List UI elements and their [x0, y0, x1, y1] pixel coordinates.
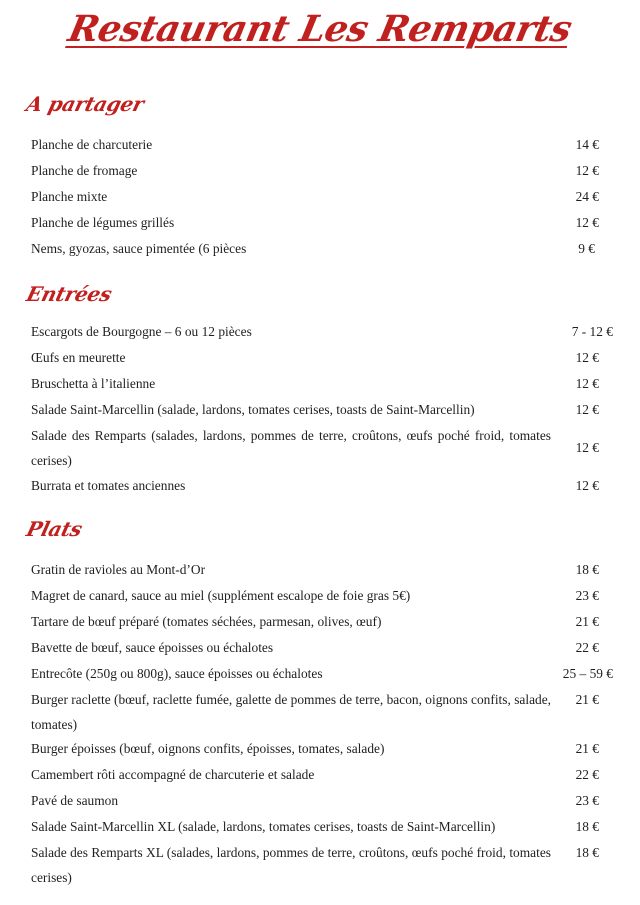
- item-price: 9 €: [578, 241, 595, 256]
- item-name: Entrecôte (250g ou 800g), sauce époisses ou échalotes: [31, 666, 323, 681]
- item-name: Burrata et tomates anciennes: [31, 478, 186, 493]
- item-name: Salade Saint-Marcellin (salade, lardons, tomates cerises, toasts de Saint-Marcellin): [31, 402, 475, 417]
- menu-item: [31, 397, 613, 422]
- item-price: 22 €: [575, 640, 599, 655]
- item-name: Gratin de ravioles au Mont-d’Or: [31, 562, 206, 577]
- menu-item: [31, 319, 613, 344]
- item-price: 22 €: [575, 767, 599, 782]
- item-name: Bruschetta à l’italienne: [31, 376, 156, 391]
- item-name: Salade Saint-Marcellin XL (salade, lardons, tomates cerises, toasts de Saint-Marcellin): [31, 819, 496, 834]
- item-name: Camembert rôti accompagné de charcuterie et salade: [31, 767, 315, 782]
- item-price: 14 €: [575, 137, 599, 152]
- item-price: 12 €: [575, 215, 599, 230]
- item-price: 23 €: [575, 793, 599, 808]
- item-price: 21 €: [575, 741, 599, 756]
- item-price: 21 €: [575, 692, 599, 707]
- item-name: Burger raclette (bœuf, raclette fumée, galette de pommes de terre, bacon, oignons confits, salade, tomates): [31, 692, 551, 732]
- menu-item: [31, 635, 613, 660]
- item-price: 12 €: [575, 163, 599, 178]
- item-price: 18 €: [575, 562, 599, 577]
- item-name: Planche de charcuterie: [31, 137, 153, 152]
- item-price: 7 - 12 €: [571, 324, 613, 339]
- item-name: Tartare de bœuf préparé (tomates séchées, parmesan, olives, œuf): [31, 614, 382, 629]
- menu-item: [31, 557, 613, 582]
- item-name: Escargots de Bourgogne – 6 ou 12 pièces: [31, 324, 252, 339]
- menu-item: [31, 184, 613, 209]
- item-name: Magret de canard, sauce au miel (supplément escalope de foie gras 5€): [31, 588, 411, 603]
- menu-item: [31, 132, 613, 157]
- menu-item: [31, 371, 613, 396]
- item-name: Salade des Remparts XL (salades, lardons, pommes de terre, croûtons, œufs poché froid, tomates cerises): [31, 845, 551, 885]
- item-price: 18 €: [575, 819, 599, 834]
- item-price: 25 – 59 €: [562, 666, 613, 681]
- item-price: 12 €: [575, 350, 599, 365]
- item-price: 21 €: [575, 614, 599, 629]
- item-price: 24 €: [575, 189, 599, 204]
- menu-item: [31, 158, 613, 183]
- item-name: Planche de fromage: [31, 163, 138, 178]
- item-price: 12 €: [575, 440, 599, 455]
- item-name: Bavette de bœuf, sauce époisses ou échalotes: [31, 640, 274, 655]
- section-heading-entrees: Entrées: [24, 282, 115, 306]
- menu-item: [31, 236, 613, 261]
- menu-item: [31, 345, 613, 370]
- menu-item: [31, 423, 613, 473]
- menu-item: [31, 736, 613, 761]
- menu-item: [31, 210, 613, 235]
- section-heading-plats: Plats: [24, 517, 85, 541]
- menu-item: [31, 473, 613, 498]
- item-price: 12 €: [575, 402, 599, 417]
- menu-title: Restaurant Les Remparts: [64, 8, 576, 50]
- menu-item: [31, 661, 613, 686]
- item-name: Œufs en meurette: [31, 350, 126, 365]
- item-name: Salade des Remparts (salades, lardons, pommes de terre, croûtons, œufs poché froid, tomates cerises): [31, 428, 551, 468]
- menu-item: [31, 840, 613, 890]
- menu-item: [31, 583, 613, 608]
- section-heading-a-partager: A partager: [24, 92, 147, 116]
- menu-item: [31, 609, 613, 634]
- item-name: Planche mixte: [31, 189, 108, 204]
- item-price: 12 €: [575, 478, 599, 493]
- item-name: Burger époisses (bœuf, oignons confits, époisses, tomates, salade): [31, 741, 385, 756]
- item-name: Pavé de saumon: [31, 793, 119, 808]
- item-price: 12 €: [575, 376, 599, 391]
- menu-item: [31, 762, 613, 787]
- item-price: 23 €: [575, 588, 599, 603]
- menu-item: [31, 687, 613, 737]
- menu-item: [31, 788, 613, 813]
- menu-item: [31, 814, 613, 839]
- item-price: 18 €: [575, 845, 599, 860]
- item-name: Planche de légumes grillés: [31, 215, 175, 230]
- item-name: Nems, gyozas, sauce pimentée (6 pièces: [31, 241, 247, 256]
